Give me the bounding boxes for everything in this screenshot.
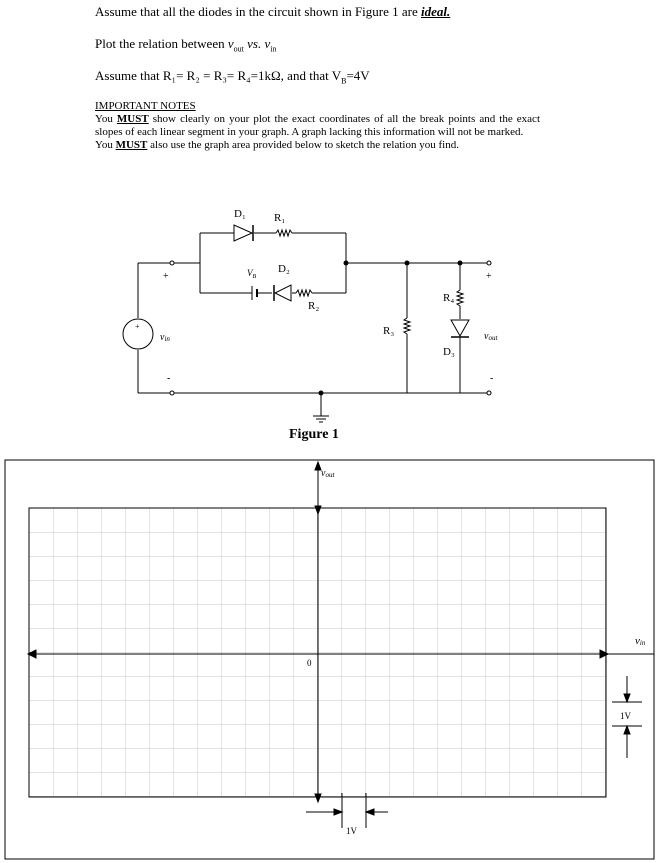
- x-scale-label: 1V: [346, 826, 357, 836]
- notes-text-2: also use the graph area provided below to sketch the relation you find.: [147, 139, 459, 151]
- figure-caption: Figure 1: [289, 427, 339, 442]
- vb-value: =4V: [346, 68, 370, 83]
- r4-label: R₄: [443, 292, 455, 304]
- vout-sub: out: [233, 44, 244, 54]
- notes-text-1: show clearly on your plot the exact coordinates of all the break points and the exact slopes of each linear segment in your graph. A graph lacking this information will not be marked.: [95, 113, 540, 138]
- vout-plus-terminal: [487, 261, 491, 265]
- r1-label: R₁: [274, 212, 286, 224]
- ideal-word: ideal.: [421, 4, 451, 19]
- y-axis-label: vout: [321, 468, 335, 479]
- y-scale-label: 1V: [620, 711, 631, 721]
- vs-word: vs.: [243, 36, 265, 51]
- notes-you-2: You: [95, 139, 116, 151]
- vin-label: vin: [160, 332, 170, 343]
- vout-label: vout: [484, 331, 498, 342]
- d2-label: D₂: [278, 263, 290, 275]
- vout-plus-sign: +: [486, 271, 492, 282]
- vb-sub: B: [341, 76, 347, 86]
- values-text: Assume that R₁= R₂ = R₃= R₄=1kΩ, and that V: [95, 68, 342, 83]
- source-plus-sign: +: [135, 322, 140, 331]
- vout-minus-sign: -: [490, 373, 494, 384]
- vout-minus-terminal: [487, 391, 491, 395]
- vin-minus-terminal: [170, 391, 174, 395]
- vin-symbol: v: [264, 36, 271, 51]
- intro-text: Assume that all the diodes in the circuit shown in Figure 1 are: [95, 4, 422, 19]
- vin-plus-sign: +: [163, 271, 169, 282]
- vout-symbol: v: [227, 36, 234, 51]
- diode-d1-icon: [234, 225, 253, 241]
- vin-plus-terminal: [170, 261, 174, 265]
- r3-label: R₃: [383, 325, 395, 337]
- notes-you-1: You: [95, 113, 117, 125]
- plot-text: Plot the relation between: [95, 36, 228, 51]
- d1-label: D₁: [234, 208, 246, 220]
- x-axis-label: vin: [635, 635, 646, 647]
- d3-label: D₃: [443, 346, 455, 358]
- diode-d2-icon: [274, 285, 291, 301]
- diode-d3-icon: [451, 320, 469, 337]
- graph-area[interactable]: [0, 458, 659, 863]
- r2-label: R₂: [308, 300, 320, 312]
- notes-must-1: MUST: [116, 113, 149, 125]
- notes-must-2: MUST: [115, 139, 148, 151]
- notes-title: IMPORTANT NOTES: [95, 100, 196, 112]
- vin-sub: in: [270, 44, 277, 54]
- vin-minus-sign: -: [167, 373, 171, 384]
- vb-label: $V_B$: [247, 268, 257, 280]
- origin-label: 0: [307, 658, 312, 668]
